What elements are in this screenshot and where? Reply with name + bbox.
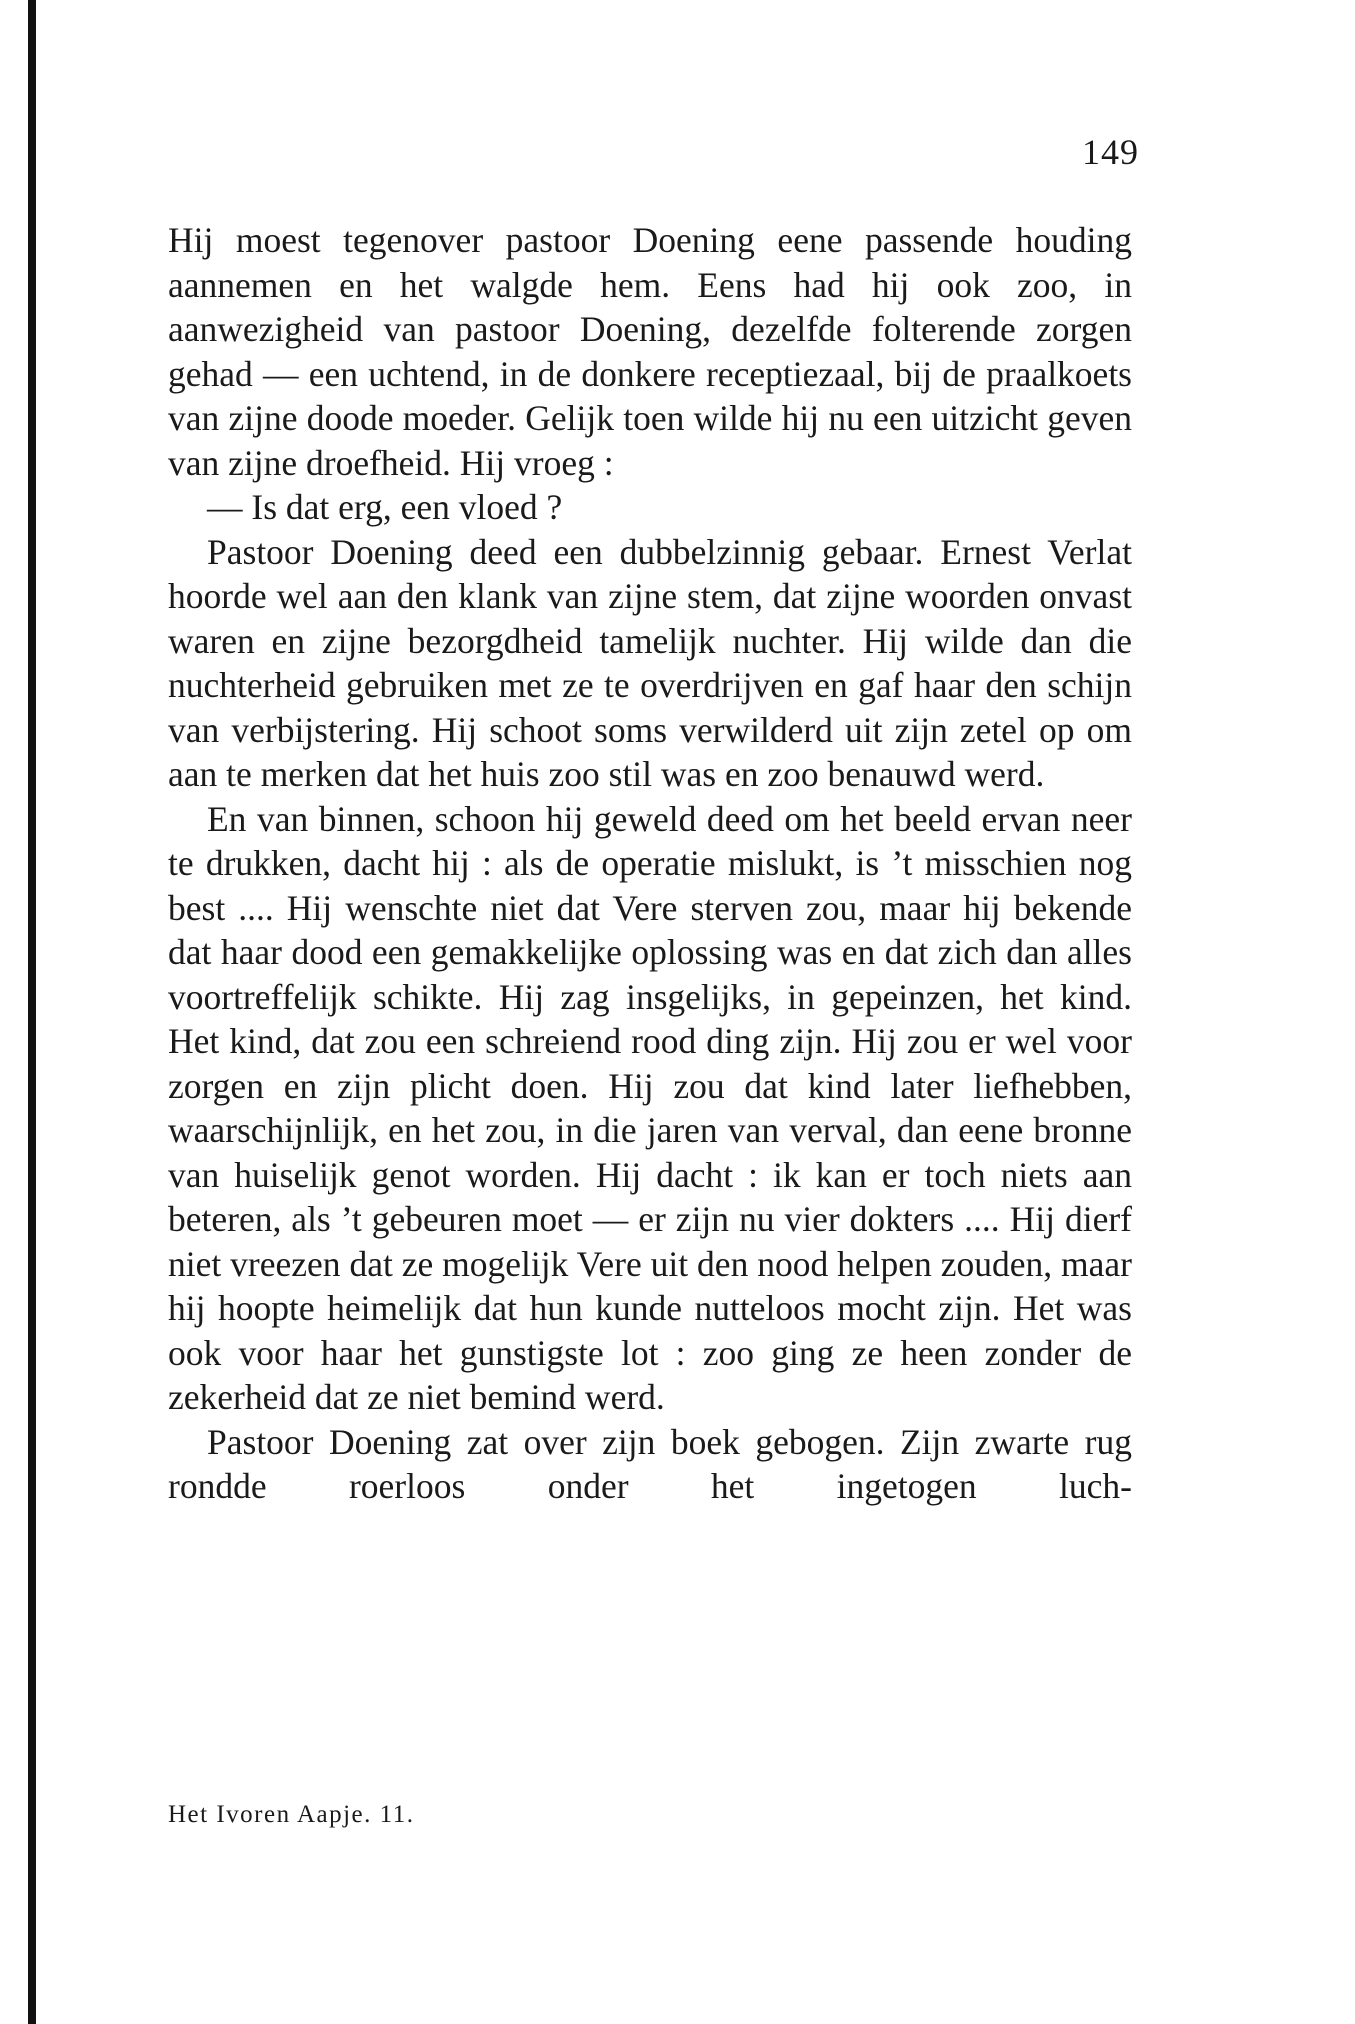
signature-footer: Het Ivoren Aapje. 11. bbox=[168, 1801, 415, 1828]
paragraph-5: Pastoor Doening zat over zijn boek gebogen. Zijn zwarte rug rondde roerloos onder het ingetogen luch- bbox=[168, 1421, 1132, 1506]
body-text bbox=[168, 218, 1132, 1509]
page-number: 149 bbox=[1082, 132, 1139, 172]
binding-edge bbox=[28, 0, 36, 2024]
paragraph-1: Hij moest tegenover pastoor Doening eene passende houding aannemen en het walgde hem. Eens had hij ook zoo, in aanwezigheid van pastoor Doening, dezelfde folterende zorgen gehad — een uchtend, in de donkere receptiezaal, bij de praalkoets van zijne doode moeder. Gelijk toen wilde hij nu een uitzicht geven van zijne droefheid. Hij vroeg : bbox=[168, 220, 1132, 483]
paragraph-4: En van binnen, schoon hij geweld deed om het beeld ervan neer te drukken, dacht hij : als de operatie mislukt, is ’t misschien nog best .... Hij wenschte niet dat Vere sterven zou, maar hij bekende dat haar dood een gemakkelijke oplossing was en dat zich dan alles voortreffelijk schikte. Hij zag insgelijks, in gepeinzen, het kind. Het kind, dat zou een schreiend rood ding zijn. Hij zou er wel voor zorgen en zijn plicht doen. Hij zou dat kind later liefhebben, waarschijnlijk, en het zou, in die jaren van verval, dan eene bronne van huiselijk genot worden. Hij dacht : ik kan er toch niets aan beteren, als ’t gebeuren moet — er zijn nu vier dokters .... Hij dierf niet vreezen dat ze mogelijk Vere uit den nood helpen zouden, maar hij hoopte heimelijk dat hun kunde nutteloos mocht zijn. Het was ook voor haar het gunstigste lot : zoo ging ze heen zonder de zekerheid dat ze niet bemind werd. bbox=[168, 798, 1132, 1417]
paragraph-3: Pastoor Doening deed een dubbelzinnig gebaar. Ernest Verlat hoorde wel aan den klank van zijne stem, dat zijne woorden onvast waren en zijne bezorgdheid tamelijk nuchter. Hij wilde dan die nuchterheid gebruiken met ze te overdrijven en gaf haar den schijn van verbijstering. Hij schoot soms verwilderd uit zijn zetel op om aan te merken dat het huis zoo stil was en zoo benauwd werd. bbox=[168, 531, 1132, 794]
paragraph-2: — Is dat erg, een vloed ? bbox=[207, 487, 563, 527]
